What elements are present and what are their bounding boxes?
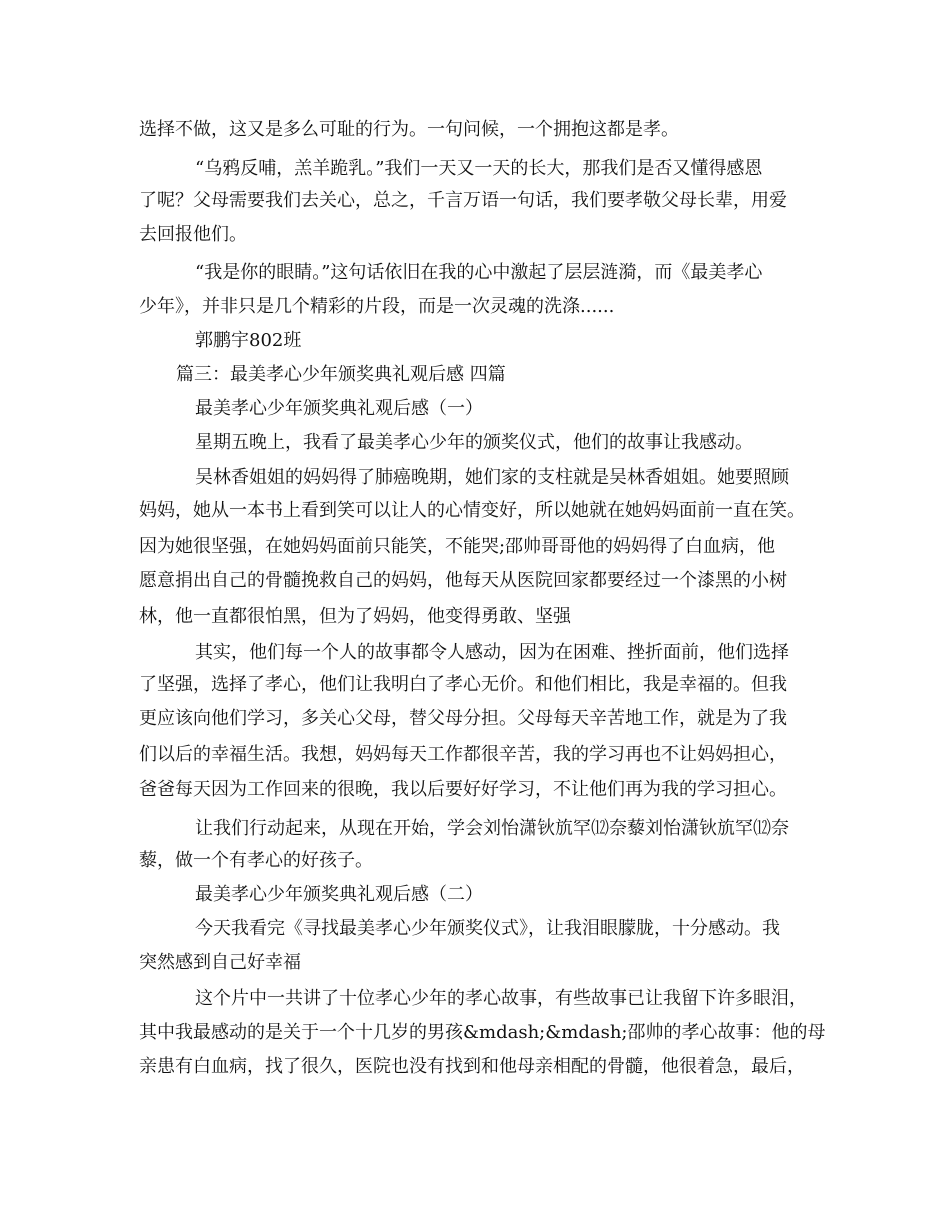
signature-line: 郭鹏宇802班 xyxy=(195,330,302,351)
text-line: 让我们行动起来，从现在开始，学会刘怡潇钬斻罕⑿奈藜刘怡潇钬斻罕⑿奈 xyxy=(195,818,789,839)
text-line: 吴林香姐姐的妈妈得了肺癌晚期，她们家的支柱就是吴林香姐姐。她要照顾 xyxy=(195,467,789,488)
text-line: 爸爸每天因为工作回来的很晚，我以后要好好学习，不让他们再为我的学习担心。 xyxy=(139,779,787,800)
text-line: 去回报他们。 xyxy=(139,224,247,245)
text-line: “乌鸦反哺，羔羊跪乳。”我们一天又一天的长大，那我们是否又懂得感恩 xyxy=(195,158,763,179)
text-line: 其中我最感动的是关于一个十几岁的男孩&mdash;&mdash;邵帅的孝心故事：他的母 xyxy=(139,1022,826,1043)
text-line: 林，他一直都很怕黑，但为了妈妈，他变得勇敢、坚强 xyxy=(139,606,571,627)
section-heading: 篇三：最美孝心少年颁奖典礼观后感 四篇 xyxy=(176,364,506,385)
text-line: 了坚强，选择了孝心，他们让我明白了孝心无价。和他们相比，我是幸福的。但我 xyxy=(139,674,787,695)
text-line: 这个片中一共讲了十位孝心少年的孝心故事，有些故事已让我留下许多眼泪， xyxy=(195,988,807,1009)
essay-title: 最美孝心少年颁奖典礼观后感（二） xyxy=(195,884,483,905)
essay-title: 最美孝心少年颁奖典礼观后感（一） xyxy=(195,398,483,419)
text-line: 今天我看完《寻找最美孝心少年颁奖仪式》，让我泪眼朦胧，十分感动。我 xyxy=(195,918,780,939)
text-line: 们以后的幸福生活。我想，妈妈每天工作都很辛苦，我的学习再也不让妈妈担心， xyxy=(139,744,787,765)
text-line: 少年》，并非只是几个精彩的片段，而是一次灵魂的洗涤...... xyxy=(139,296,615,317)
text-line: 选择不做，这又是多么可耻的行为。一句问候，一个拥抱这都是孝。 xyxy=(139,119,679,140)
text-line: 亲患有白血病，找了很久，医院也没有找到和他母亲相配的骨髓，他很着急，最后， xyxy=(139,1056,805,1077)
text-line: 更应该向他们学习，多关心父母，替父母分担。父母每天辛苦地工作，就是为了我 xyxy=(139,708,787,729)
text-line: 妈妈，她从一本书上看到笑可以让人的心情变好，所以她就在她妈妈面前一直在笑。 xyxy=(139,500,805,521)
text-line: 其实，他们每一个人的故事都令人感动，因为在困难、挫折面前，他们选择 xyxy=(195,642,789,663)
text-line: 了呢？父母需要我们去关心，总之，千言万语一句话，我们要孝敬父母长辈，用爱 xyxy=(139,190,787,211)
text-line: 因为她很坚强，在她妈妈面前只能笑，不能哭;邵帅哥哥他的妈妈得了白血病，他 xyxy=(139,536,776,557)
text-line: 藜，做一个有孝心的好孩子。 xyxy=(139,850,373,871)
text-line: 突然感到自己好幸福 xyxy=(139,952,301,973)
text-line: 愿意捐出自己的骨髓挽救自己的妈妈，他每天从医院回家都要经过一个漆黑的小树 xyxy=(139,570,787,591)
text-line: “我是你的眼睛。”这句话依旧在我的心中激起了层层涟漪，而《最美孝心 xyxy=(195,262,763,283)
text-line: 星期五晚上，我看了最美孝心少年的颁奖仪式，他们的故事让我感动。 xyxy=(195,432,753,453)
